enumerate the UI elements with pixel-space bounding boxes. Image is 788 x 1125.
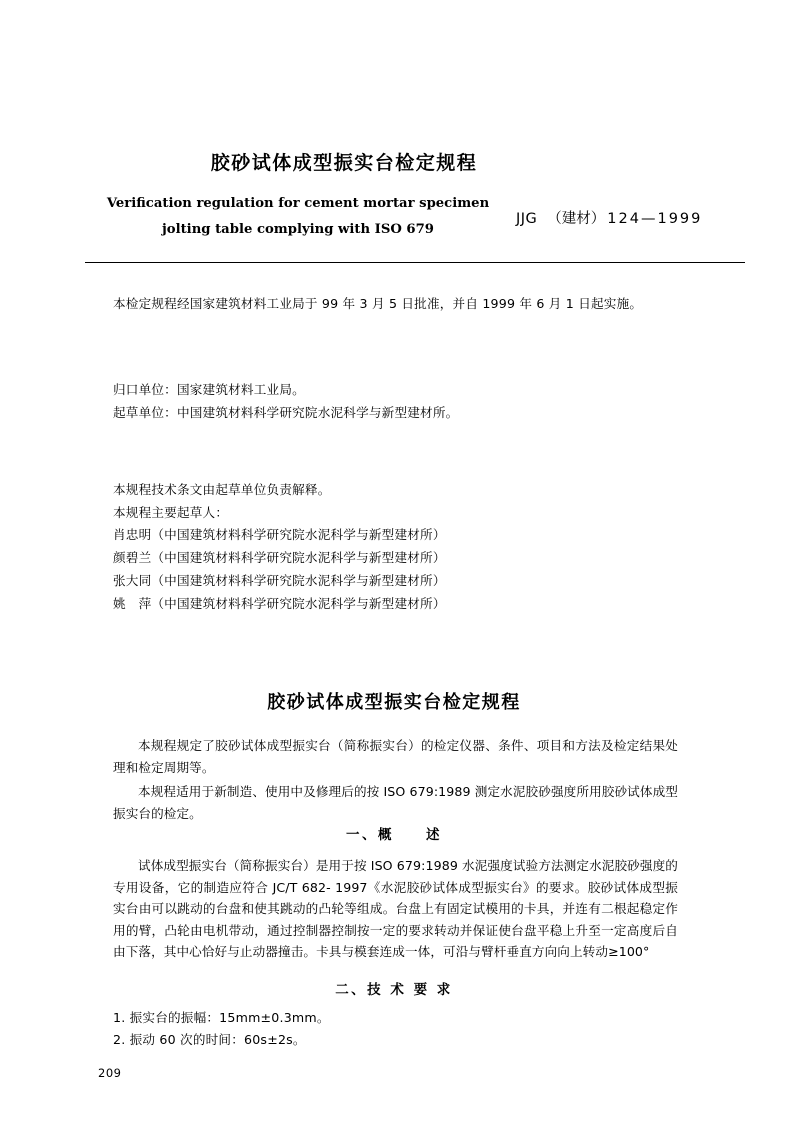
drafter-entry [113,569,446,592]
requirement-item: 2. 振动 60 次的时间：60s±2s。 [113,1032,306,1047]
drafters-list [113,523,446,615]
drafter-name: 肖忠明 [113,527,152,542]
responsible-units [113,378,458,424]
drafter-entry [113,523,446,546]
drafter-affiliation: （中国建筑材料科学研究院水泥科学与新型建材所） [151,596,446,611]
drafter-name: 姚 萍 [113,596,152,611]
main-title: 胶砂试体成型振实台检定规程 [267,692,521,713]
scope-paragraph-2: 本规程适用于新制造、使用中及修理后的按 ISO 679:1989 测定水泥胶砂强度所用胶砂试体成型振实台的检定。 [113,784,678,821]
interpretation-block [113,478,331,524]
standard-code: 124—1999 [607,211,703,227]
overview-paragraph: 试体成型振实台（简称振实台）是用于按 ISO 679:1989 水泥强度试验方法测定水泥胶砂强度的专用设备，它的制造应符合 JC/T 682- 1997《水泥胶砂试体成型振实台》的要求。胶砂试体成型振实台由可以跳动的台盘和使其跳动的凸轮等组成。台盘上有固定试模用的卡具，并连有二根起稳定作用的臂，凸轮由电机带动，通过控制器控制按一定的要求转动并保证使台盘平稳上升至一定高度后自由下落，其中心恰好与止动器撞击。卡具与模套连成一体，可沿与臂杆垂直方向向上转动≥100° [113,858,678,959]
cover-subtitle-row [0,191,788,245]
drafter-name: 颜碧兰 [113,550,152,565]
drafter-entry [113,546,446,569]
cover-english-title-line1: Verification regulation for cement mortar specimen [106,196,490,211]
cover-header [0,148,788,245]
page-number: 209 [98,1066,122,1080]
requirement-item: 1. 振实台的振幅：15mm±0.3mm。 [113,1010,330,1025]
section-heading-technical-requirements: 二、技 术 要 求 [335,982,453,998]
drafting-unit: 起草单位：中国建筑材料科学研究院水泥科学与新型建材所。 [113,405,459,420]
administering-unit: 归口单位：国家建筑材料工业局。 [113,382,305,397]
cover-chinese-title: 胶砂试体成型振实台检定规程 [210,152,478,174]
drafter-affiliation: （中国建筑材料科学研究院水泥科学与新型建材所） [151,573,446,588]
scope-paragraph-1: 本规程规定了胶砂试体成型振实台（简称振实台）的检定仪器、条件、项目和方法及检定结果处理和检定周期等。 [113,738,678,775]
standard-paren: （建材） [547,211,606,227]
standard-prefix: JJG [516,211,538,227]
approval-statement: 本检定规程经国家建筑材料工业局于 99 年 3 月 5 日批准，并自 1999 年 6 月 1 日起实施。 [113,296,643,311]
drafter-name: 张大同 [113,573,152,588]
cover-english-title-line2: jolting table complying with ISO 679 [162,222,434,237]
cover-english-title [88,191,508,243]
drafter-affiliation: （中国建筑材料科学研究院水泥科学与新型建材所） [151,527,446,542]
standard-number [516,207,702,228]
header-divider [85,262,745,263]
interpretation-note: 本规程技术条文由起草单位负责解释。 [113,482,331,497]
drafter-entry [113,592,446,615]
section-heading-overview: 一、概 述 [346,827,442,843]
drafter-affiliation: （中国建筑材料科学研究院水泥科学与新型建材所） [151,550,446,565]
drafters-label: 本规程主要起草人： [113,505,229,520]
